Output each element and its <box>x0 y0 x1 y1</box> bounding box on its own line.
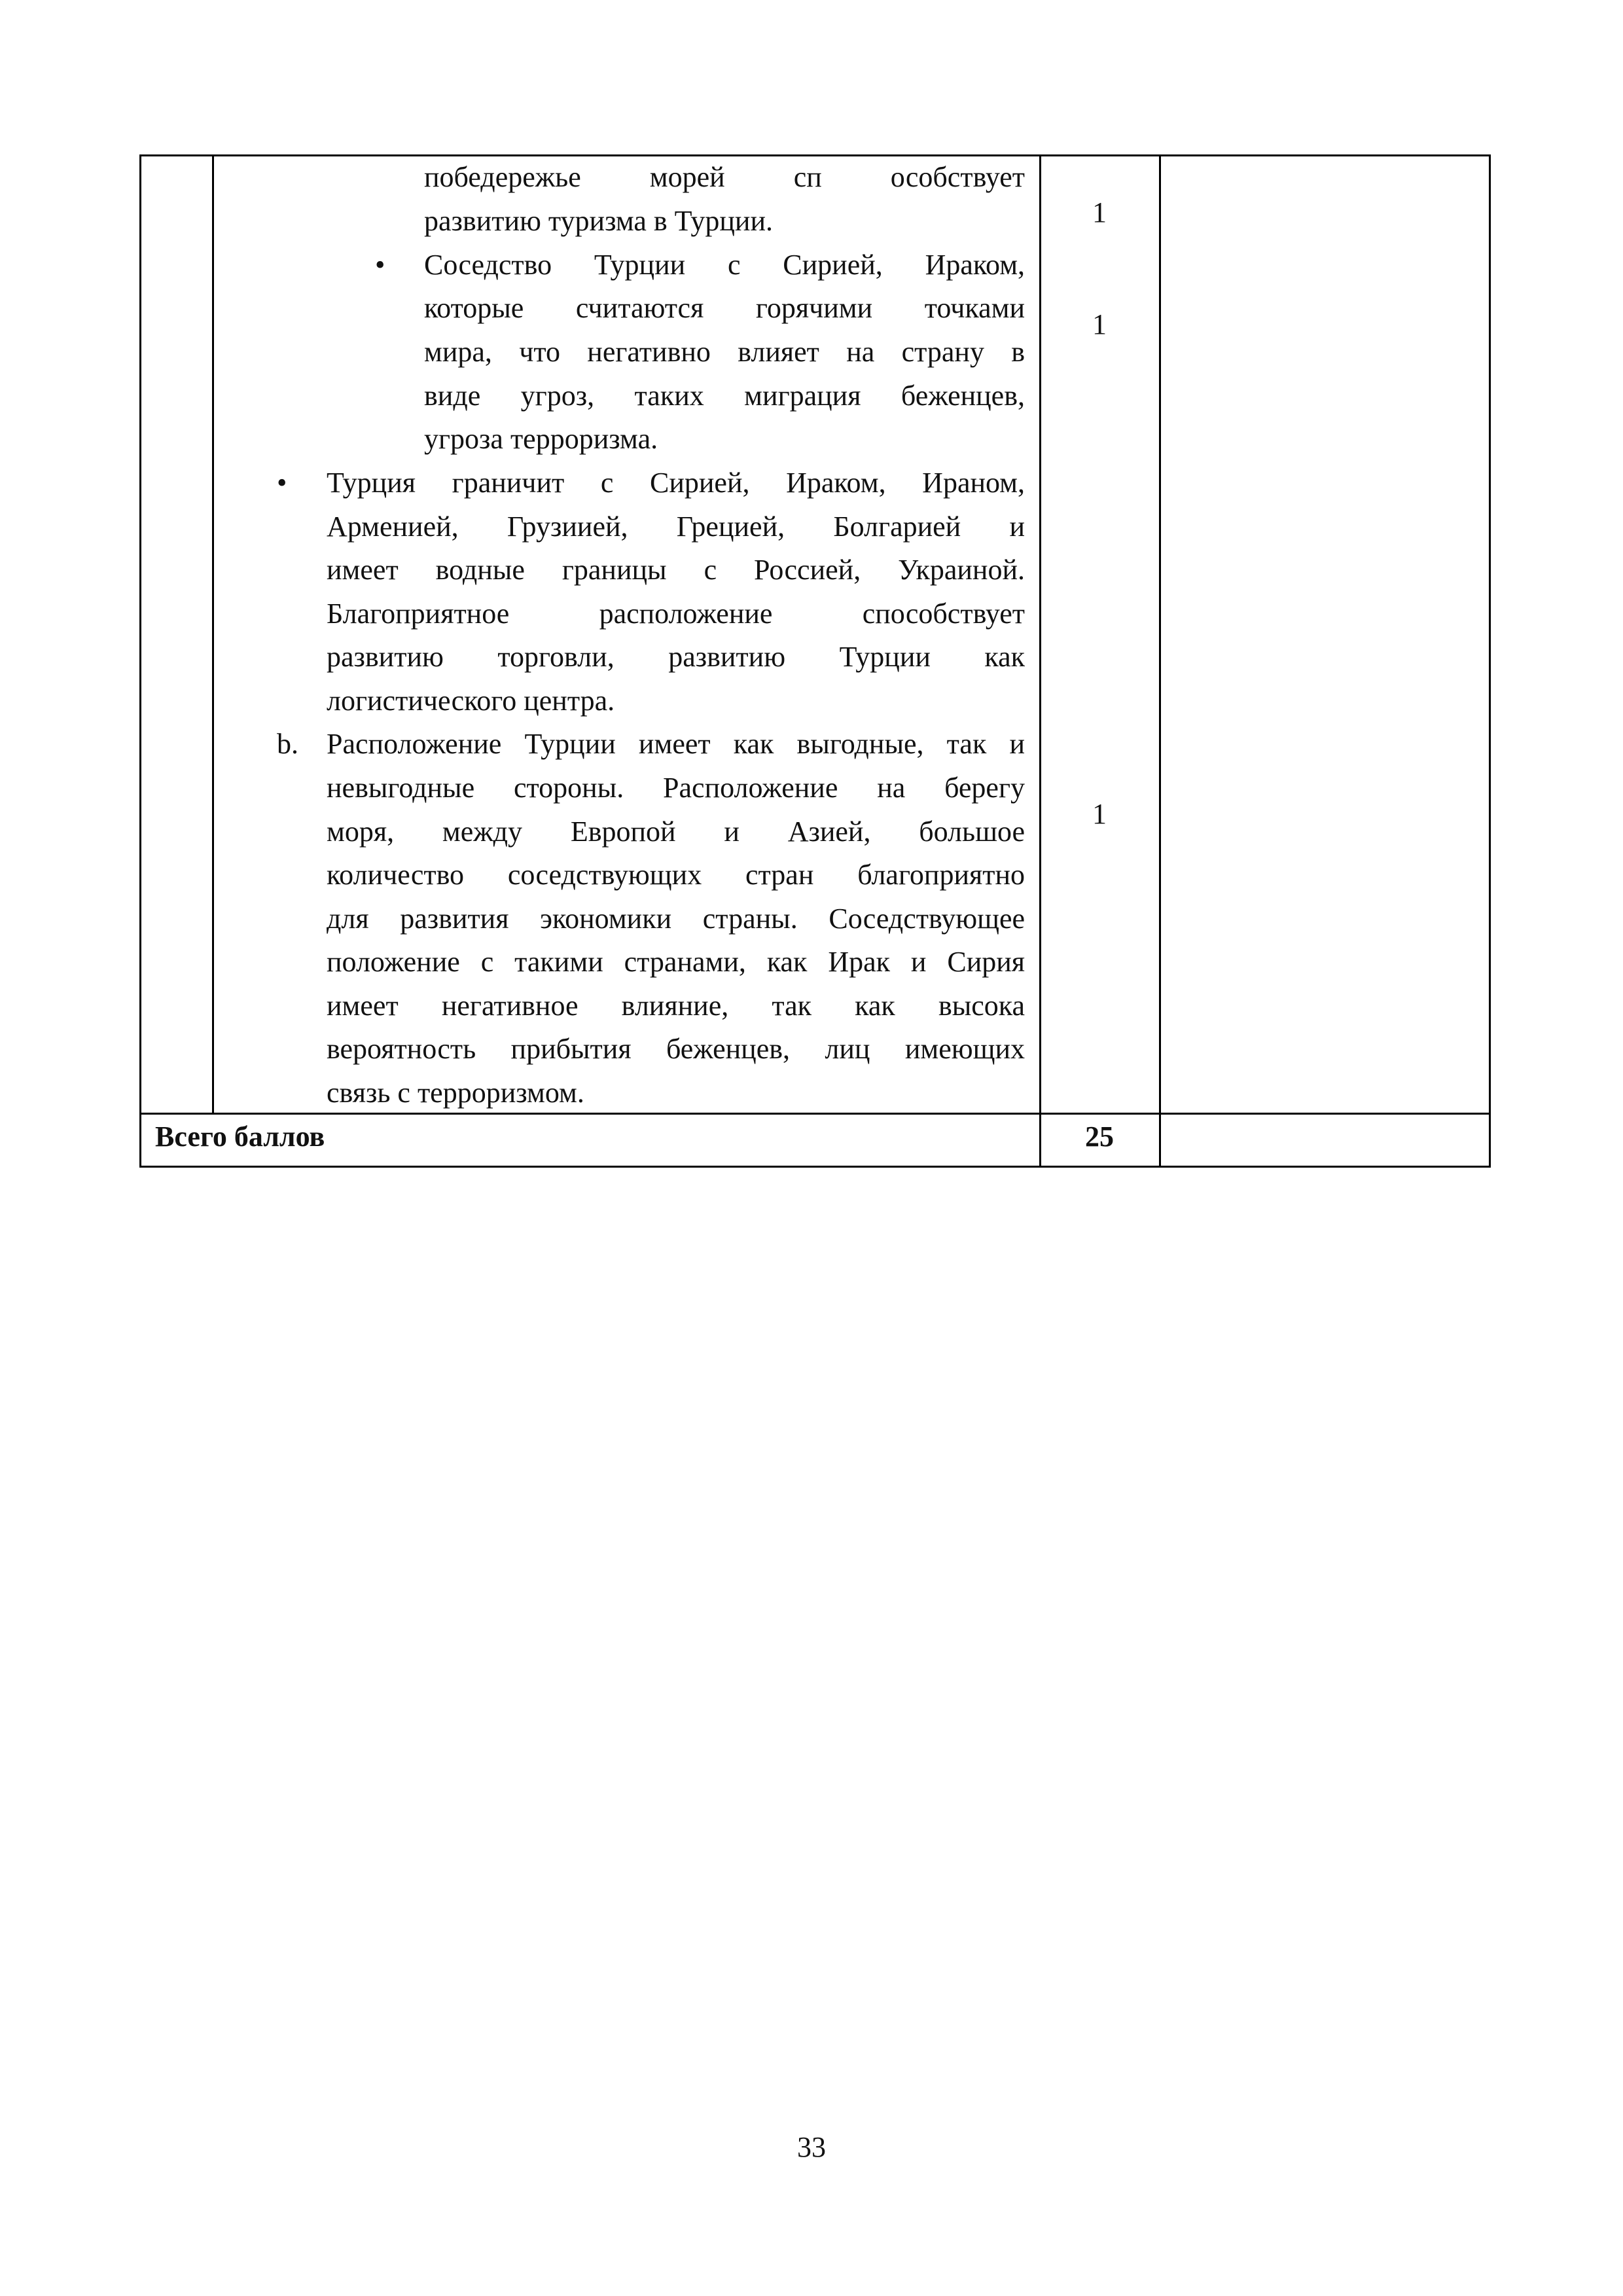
score-cell: 1 <box>1092 196 1107 228</box>
item-b-line: имеет негативное влияние, так как высока <box>327 990 1026 1022</box>
sub-list-line: виде угроз, таких миграция беженцев, <box>424 380 1025 412</box>
bullet-line: Турция граничит с Сирией, Ираком, Ираном, <box>327 467 1026 499</box>
item-b-line: вероятность прибытия беженцев, лиц имеющих <box>327 1033 1026 1065</box>
table-bottom-border <box>139 1166 1491 1168</box>
sub-list-line: которые считаются горячими точками <box>424 292 1025 324</box>
table-index-column-border <box>212 154 214 1115</box>
table-right-border <box>1489 154 1491 1168</box>
item-b-line: моря, между Европой и Азией, большое <box>327 816 1026 848</box>
sub-list-line: угроза терроризма. <box>424 423 658 455</box>
sub-list-line: развитию туризма в Турции. <box>424 205 774 237</box>
item-b-line: Расположение Турции имеет как выгодные, так и <box>327 728 1025 760</box>
bullet-line: Арменией, Грузиией, Грецией, Болгарией и <box>327 511 1025 543</box>
table-score-column-border <box>1159 154 1161 1168</box>
item-b-line: положение с такими странами, как Ирак и Сирия <box>327 946 1026 978</box>
page-number: 33 <box>797 2131 826 2163</box>
score-cell: 1 <box>1092 798 1107 830</box>
bullet-line: имеет водные границы с Россией, Украиной. <box>327 554 1025 586</box>
total-label: Всего баллов <box>155 1121 325 1153</box>
item-marker: b. <box>277 728 298 760</box>
sub-list-line: мира, что негативно влияет на страну в <box>424 336 1026 368</box>
bullet-icon: • <box>375 249 385 281</box>
bullet-line: логистического центра. <box>327 685 615 717</box>
sub-list-line: Соседство Турции с Сирией, Ираком, <box>424 249 1026 281</box>
item-b-line: связь с терроризмом. <box>327 1077 584 1109</box>
total-value: 25 <box>1085 1121 1114 1153</box>
table-left-border <box>139 154 141 1168</box>
score-cell: 1 <box>1092 308 1107 340</box>
bullet-line: развитию торговли, развитию Турции как <box>327 641 1026 673</box>
sub-list-line: победережье морей сп особствует <box>424 161 1026 193</box>
item-b-line: невыгодные стороны. Расположение на берегу <box>327 772 1026 804</box>
bullet-icon: • <box>277 467 287 499</box>
bullet-line: Благоприятное расположение способствует <box>327 598 1026 630</box>
item-b-line: для развития экономики страны. Соседствующее <box>327 903 1026 935</box>
item-b-line: количество соседствующих стран благоприятно <box>327 859 1026 891</box>
